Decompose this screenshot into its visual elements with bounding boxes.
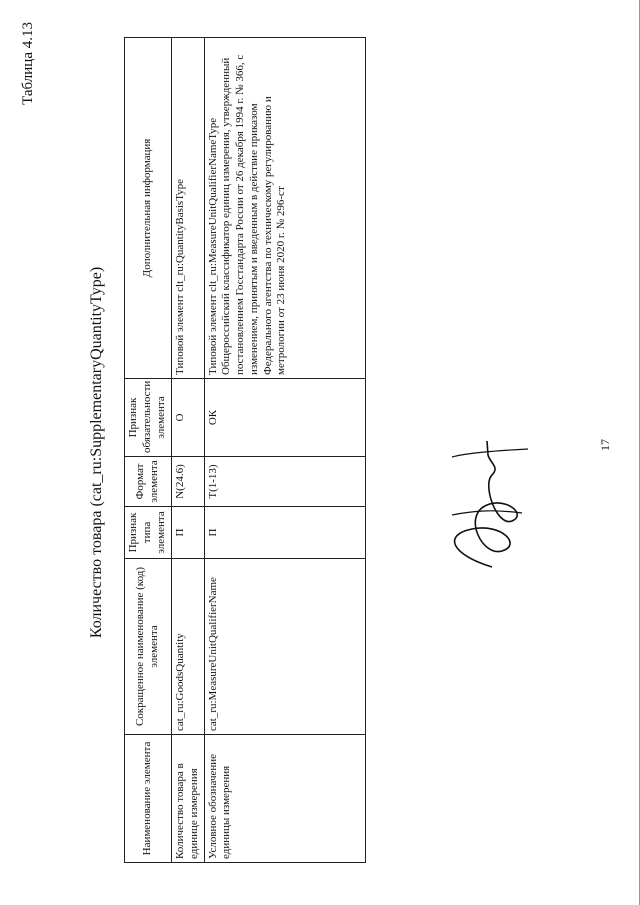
table-title: Количество товара (cat_ru:SupplementaryQuantityType) [88,266,105,639]
page-number: 17 [598,439,612,451]
table-label: Таблица 4.13 [20,22,36,105]
cell-mandatory: О [172,379,205,457]
spec-table [124,37,366,863]
cell-type: П [172,507,205,559]
cell-mandatory: ОК [204,379,365,457]
cell-name: Условное обозначение единицы измерения [204,735,365,863]
cell-format: N(24.6) [172,457,205,507]
signature-icon [432,435,542,575]
header-additional-info: Дополнительная информация [125,38,172,379]
header-element-mandatory: Признак обязательности элемента [125,379,172,457]
table-header-row [125,38,172,863]
table-row [172,38,205,863]
table-row [204,38,365,863]
cell-type: П [204,507,365,559]
cell-code: cat_ru:GoodsQuantity [172,559,205,735]
header-element-name: Наименование элемента [125,735,172,863]
cell-info: Типовой элемент clt_ru:QuantityBasisType [172,38,205,379]
header-element-type: Признак типа элемента [125,507,172,559]
cell-name: Количество товара в единице измерения [172,735,205,863]
cell-format: T(1-13) [204,457,365,507]
header-element-code: Сокращенное наименование (код) элемента [125,559,172,735]
header-element-format: Формат элемента [125,457,172,507]
cell-code: cat_ru:MeasureUnitQualifierName [204,559,365,735]
cell-info: Типовой элемент clt_ru:MeasureUnitQualifierNameType Общероссийский классификатор единиц измерения, утвержденный постановлением Госстандарта России от 26 декабря 1994 г. № 366, с изменением, принятым и введенным в действие приказом Федерального агентства по техническому регулированию и метрологии от 23 июня 2020 г. № 296-ст [204,38,365,379]
